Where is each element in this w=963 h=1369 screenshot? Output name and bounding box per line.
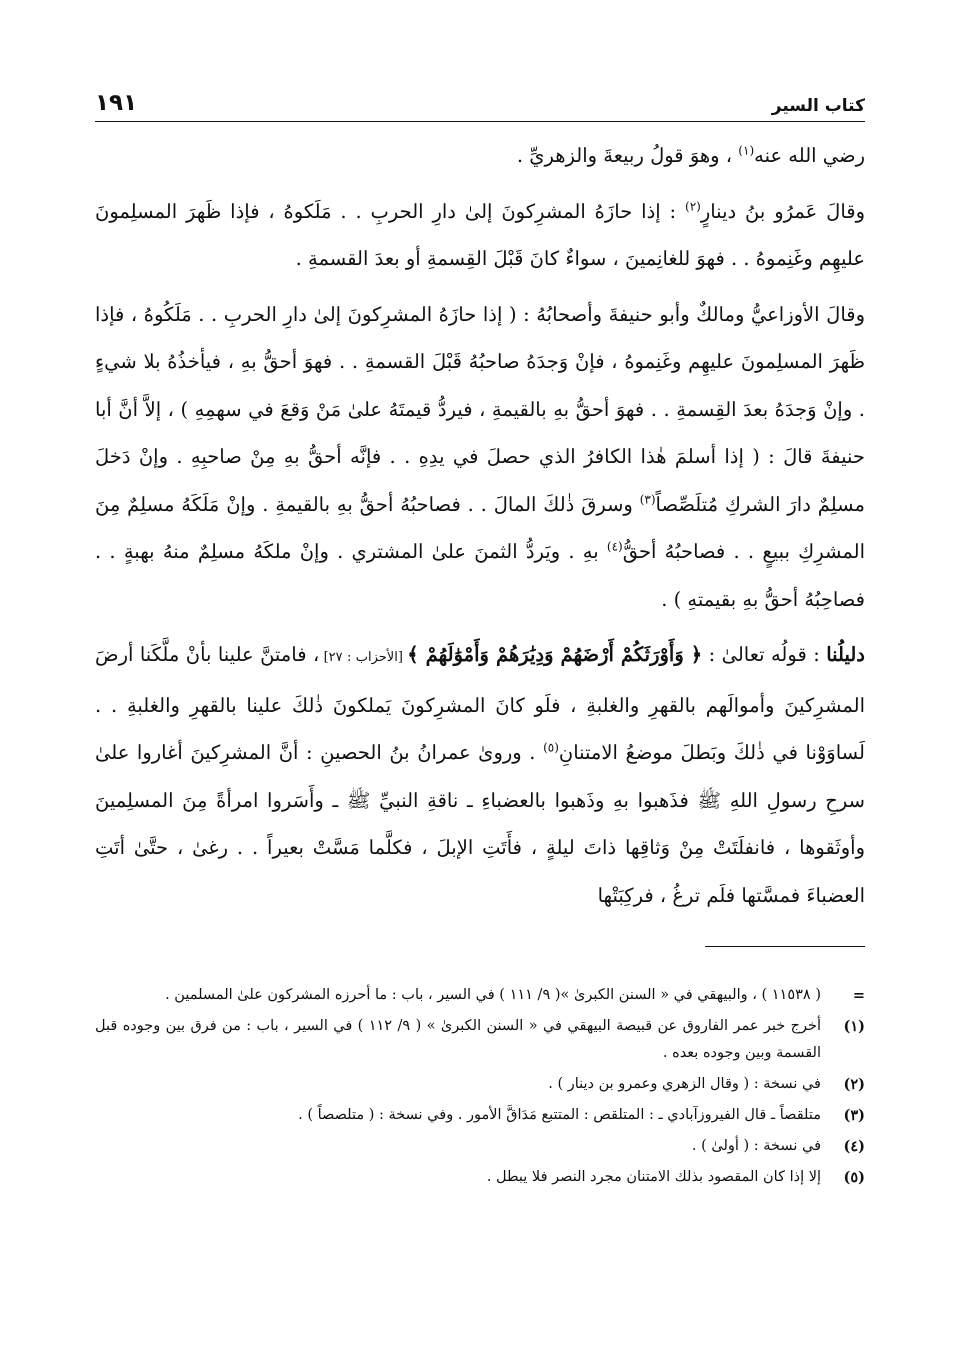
text-segment: : قولُه تعالىٰ : — [702, 643, 827, 666]
text-segment: وقالَ عَمرُو بنُ دينارٍ — [700, 199, 865, 223]
verse-reference: [الأحزاب : ٢٧] — [319, 650, 408, 665]
text-segment: ، فامتنَّ علينا بأنْ ملَّكَنا أرضَ المشرِكينَ وأموالَهم بالقهرِ والغلبةِ ، فلَو كانَ المشرِكونَ يَملكونَ ذٰلكَ علينا بالقهرِ والغلبةِ . . لَساوَوْنا في ذٰلكَ وبَطلَ موضعُ الامتنانِ — [95, 643, 865, 764]
footnote-mark: = — [852, 987, 865, 1004]
footnote-text: في نسخة : ( وقال الزهري وعمرو بن دينار ) . — [548, 1076, 821, 1092]
quran-verse: ﴿ وَأَوْرَثَكُمْ أَرْضَهُمْ وَدِيَٰرَهُمْ وَأَمْوَٰلَهُمْ ﴾ — [407, 643, 703, 666]
text-segment: . وروىٰ عمرانُ بنُ الحصينِ : أنَّ المشرِكينَ أغاروا علىٰ سرحِ رسولِ اللهِ ﷺ فذَهبوا بهِ وذَهبوا بالعضباءِ ـ ناقةِ النبيِّ ﷺ ـ وأَسَروا امرأةً مِنَ المسلِمينَ وأوثَقوها ، فانفلَتَتْ مِنْ وَثاقِها ذاتَ ليلةٍ ، فأَتَتِ الإبلَ ، فكلَّما مَسَّتْ بعيراً . . رغىٰ ، حتَّىٰ أتَتِ العضباءَ فمسَّتها فلَم ترغُ ، فركِبَتْها — [95, 741, 865, 907]
footnote-mark: (٢) — [843, 1076, 865, 1093]
text-segment: رضي الله عنه — [754, 144, 865, 167]
text-segment: : إذا حازَهُ المشرِكونَ إلىٰ دارِ الحربِ . . مَلَكوهُ ، فإذا ظَهرَ المسلِمونَ عليهِم وغَنِموهُ . . فهوَ للغانِمينَ ، سواءٌ كانَ قَبْلَ القِسمةِ أو بعدَ القسمةِ . — [95, 199, 865, 270]
footnote-text: ( ١١٥٣٨ ) ، والبيهقي في « السنن الكبرىٰ »( ٩/ ١١١ ) في السير ، باب : ما أحرزه المشركون علىٰ المسلمين . — [165, 987, 821, 1003]
footnote-mark: (٤) — [843, 1138, 865, 1155]
paragraph-1 — [95, 132, 865, 180]
footnote-continued — [95, 982, 865, 1009]
text-segment: ، وهوَ قولُ ربيعةَ والزهريِّ . — [516, 144, 739, 167]
footnote-mark: (٣) — [843, 1107, 865, 1124]
lead-word: دليلُنا — [826, 643, 865, 666]
footnote-5 — [95, 1164, 865, 1191]
page-number: ١٩١ — [95, 90, 138, 116]
footnote-text: متلقصاً ـ قال الفيروزآبادي ـ : المتلقص : المتتبع مَدَاقَّ الأمور . وفي نسخة : ( متلصصاً ) . — [298, 1107, 821, 1123]
footnote-text: أخرج خبر عمر الفاروق عن قبيصة البيهقي في « السنن الكبرىٰ » ( ٩/ ١١٢ ) في السير ، باب : من فرق بين وجوده قبل القسمة وبين وجوده بعده . — [95, 1018, 821, 1061]
footnote-3 — [95, 1102, 865, 1129]
footnote-4 — [95, 1133, 865, 1160]
paragraph-3 — [95, 291, 865, 624]
header-rule — [95, 121, 865, 122]
footnote-mark: (٥) — [843, 1169, 865, 1186]
footnote-mark: (١) — [843, 1018, 865, 1035]
main-text — [95, 132, 865, 919]
footnote-ref-4[interactable]: (٤) — [606, 539, 623, 554]
text-segment: بهِ . ويَردُّ الثمنَ علىٰ المشتري . وإنْ ملكَهُ مسلِمٌ منهُ بهبةٍ . . فصاحِبُهُ أحقُّ بهِ بقيمتهِ ) . — [95, 540, 865, 611]
footnote-text: إلا إذا كان المقصود بذلك الامتنان مجرد النصر فلا يبطل . — [486, 1169, 821, 1185]
running-head: كتاب السير — [771, 96, 865, 116]
text-segment: وقالَ الأوزاعيُّ ومالكٌ وأبو حنيفةَ وأصحابُهُ : ( إذا حازَهُ المشرِكونَ إلىٰ دارِ الحربِ . . مَلَكُوهُ ، فإذا ظَهرَ المسلِمونَ عليهِم وغَنِموهُ ، فإنْ وَجدَهُ صاحبُهُ قَبْلَ القسمةِ . . فهوَ أحقُّ بهِ ، فيأخذُهُ بلا شيءٍ . وإنْ وَجدَهُ بعدَ القِسمةِ . . فهوَ أحقُّ بهِ بالقيمةِ ، فيردُّ قيمتَهُ علىٰ مَنْ وَقعَ في سهمِهِ ) ، إلاَّ أنَّ أبا حنيفةَ قالَ : ( إذا أسلمَ هٰذا الكافرُ الذي حصلَ في يدِهِ . . فإنَّه أحقُّ بهِ مِنْ صاحبِهِ . وإنْ دَخلَ مسلِمٌ دارَ الشركِ مُتلَصِّصاً — [95, 302, 865, 516]
footnote-text: في نسخة : ( أولىٰ ) . — [691, 1138, 821, 1154]
footnote-ref-5[interactable]: (٥) — [543, 740, 559, 755]
footnote-ref-2[interactable]: (٢) — [685, 199, 701, 213]
footnote-2 — [95, 1071, 865, 1098]
footnote-ref-3[interactable]: (٣) — [639, 492, 656, 506]
footnote-1 — [95, 1013, 865, 1067]
page-header — [95, 82, 865, 116]
paragraph-2 — [95, 188, 865, 283]
paragraph-4 — [95, 631, 865, 919]
footnote-rule — [705, 946, 865, 947]
footnotes — [95, 982, 865, 1195]
text-segment: وسرقَ ذٰلكَ المالَ . . فصاحبُهُ أحقُّ بهِ بالقيمةِ . وإنْ مَلَكَهُ مسلِمٌ مِنَ المشرِكِ ببيعٍ . . فصاحبُهُ أحقُّ — [95, 492, 865, 563]
footnote-ref-1[interactable]: (١) — [738, 143, 755, 158]
